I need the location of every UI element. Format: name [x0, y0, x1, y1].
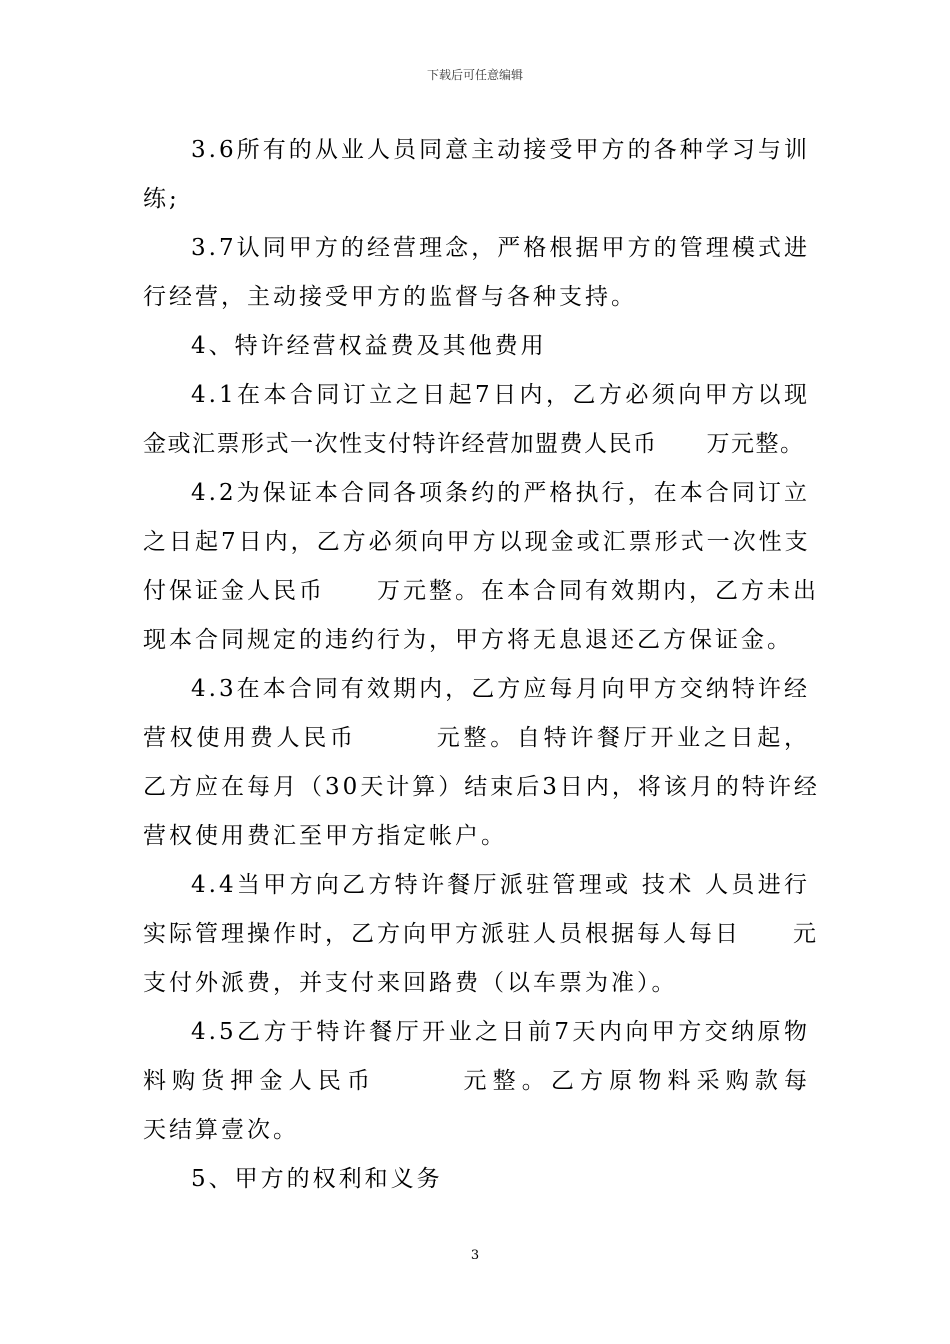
- text-line: 3.6所有的从业人员同意主动接受甲方的各种学习与训: [191, 137, 810, 163]
- paragraph-4-1: [143, 371, 810, 469]
- paragraph-4-3: [143, 665, 820, 861]
- text-line: 4.5乙方于特许餐厅开业之日前7天内向甲方交纳原物: [191, 1019, 810, 1045]
- text-line: 支付外派费，并支付来回路费（以车票为准）。: [143, 970, 678, 996]
- page-number: 3: [470, 1248, 480, 1263]
- text-line: 金或汇票形式一次性支付特许经营加盟费人民币 万元整。: [143, 431, 805, 457]
- section-heading-4: [143, 322, 810, 371]
- document-body: [143, 126, 820, 1204]
- text-line: 料购货押金人民币 元整。乙方原物料采购款每: [143, 1068, 810, 1094]
- text-line: 付保证金人民币 万元整。在本合同有效期内，乙方未出: [143, 578, 819, 604]
- text-line: 实际管理操作时，乙方向甲方派驻人员根据每人每日 元: [143, 921, 819, 947]
- paragraph-3-6: [143, 126, 810, 224]
- text-line: 天结算壹次。: [143, 1117, 299, 1143]
- text-line: 练;: [143, 186, 180, 212]
- text-line: 4.2为保证本合同各项条约的严格执行，在本合同订立: [191, 480, 810, 506]
- text-line: 5、甲方的权利和义务: [191, 1166, 443, 1192]
- text-line: 4.1在本合同订立之日起7日内，乙方必须向甲方以现: [191, 382, 810, 408]
- text-line: 现本合同规定的违约行为，甲方将无息退还乙方保证金。: [143, 627, 793, 653]
- text-line: 3.7认同甲方的经营理念，严格根据甲方的管理模式进: [191, 235, 810, 261]
- text-line: 乙方应在每月（30天计算）结束后3日内，将该月的特许经: [143, 774, 820, 800]
- section-heading-5: [143, 1155, 810, 1204]
- text-line: 之日起7日内，乙方必须向甲方以现金或汇票形式一次性支: [143, 529, 811, 555]
- paragraph-4-2: [143, 469, 819, 665]
- page-header: 下载后可任意编辑: [426, 68, 523, 82]
- paragraph-3-7: [143, 224, 810, 322]
- text-line: 营权使用费人民币 元整。自特许餐厅开业之日起，: [143, 725, 810, 751]
- paragraph-4-5: [143, 1008, 810, 1155]
- text-line: 4.3在本合同有效期内，乙方应每月向甲方交纳特许经: [191, 676, 810, 702]
- paragraph-4-4: [143, 861, 819, 1008]
- text-line: 营权使用费汇至甲方指定帐户。: [143, 823, 507, 849]
- text-line: 行经营，主动接受甲方的监督与各种支持。: [143, 284, 637, 310]
- text-line: 4.4当甲方向乙方特许餐厅派驻管理或 技术 人员进行: [191, 872, 810, 898]
- text-line: 4、特许经营权益费及其他费用: [191, 333, 547, 359]
